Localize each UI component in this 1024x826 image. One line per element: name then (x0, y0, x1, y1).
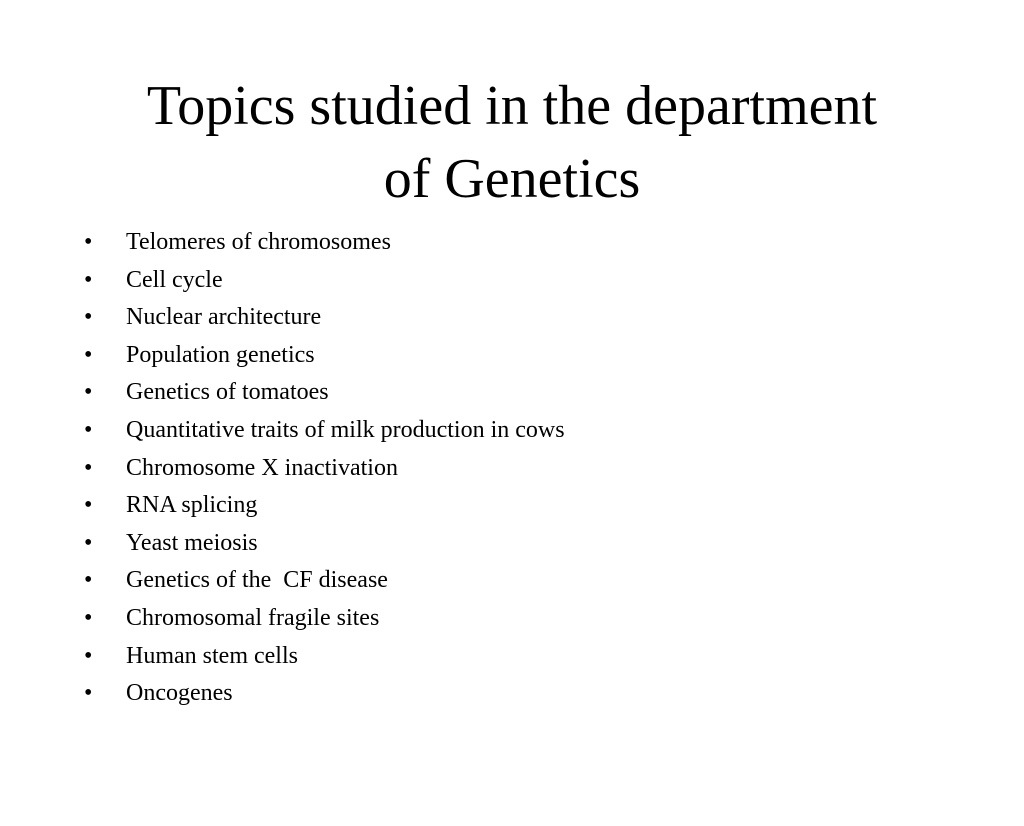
topic-text: Human stem cells (126, 642, 298, 669)
topic-item-tomatoes (84, 374, 329, 412)
topic-item-yeast-meiosis (84, 525, 258, 563)
bullet-icon: • (84, 642, 93, 669)
slide-title (60, 70, 964, 216)
title-line-1: Topics studied in the department (146, 75, 878, 137)
bullet-icon: • (84, 379, 93, 406)
bullet-icon: • (84, 492, 93, 519)
topic-text: Cell cycle (126, 266, 223, 293)
topic-item-population-genetics (84, 337, 315, 375)
bullet-icon: • (84, 604, 93, 631)
bullet-icon: • (84, 304, 93, 331)
bullet-icon: • (84, 529, 93, 556)
topic-list (84, 224, 565, 713)
topic-text: RNA splicing (126, 492, 258, 519)
bullet-icon: • (84, 229, 93, 255)
topic-item-fragile-sites (84, 600, 380, 638)
topic-item-oncogenes (84, 675, 233, 713)
topic-item-milk-production (84, 412, 565, 450)
topic-item-cell-cycle (84, 262, 223, 300)
topic-text: Chromosomal fragile sites (126, 604, 380, 631)
topic-text: Population genetics (126, 341, 315, 368)
topic-text: Oncogenes (126, 680, 233, 707)
topic-text: Genetics of tomatoes (126, 379, 329, 406)
bullet-icon: • (84, 567, 93, 594)
topic-text: Yeast meiosis (126, 529, 258, 556)
topic-item-rna-splicing (84, 487, 258, 525)
topic-item-x-inactivation (84, 450, 398, 488)
bullet-icon: • (84, 680, 93, 707)
bullet-icon: • (84, 454, 93, 481)
topic-text: Telomeres of chromosomes (126, 229, 391, 255)
topic-text: Nuclear architecture (126, 304, 322, 331)
topic-item-telomeres (84, 224, 391, 262)
title-line-2: of Genetics (383, 148, 641, 210)
topic-text: Chromosome X inactivation (126, 454, 398, 481)
topic-text: Genetics of the CF disease (126, 567, 388, 594)
topic-item-stem-cells (84, 638, 298, 676)
bullet-icon: • (84, 416, 93, 443)
bullet-icon: • (84, 341, 93, 368)
topic-text: Quantitative traits of milk production in cows (126, 416, 565, 443)
bullet-icon: • (84, 266, 93, 293)
topic-item-cf-disease (84, 562, 388, 600)
topic-item-nuclear-architecture (84, 299, 322, 337)
